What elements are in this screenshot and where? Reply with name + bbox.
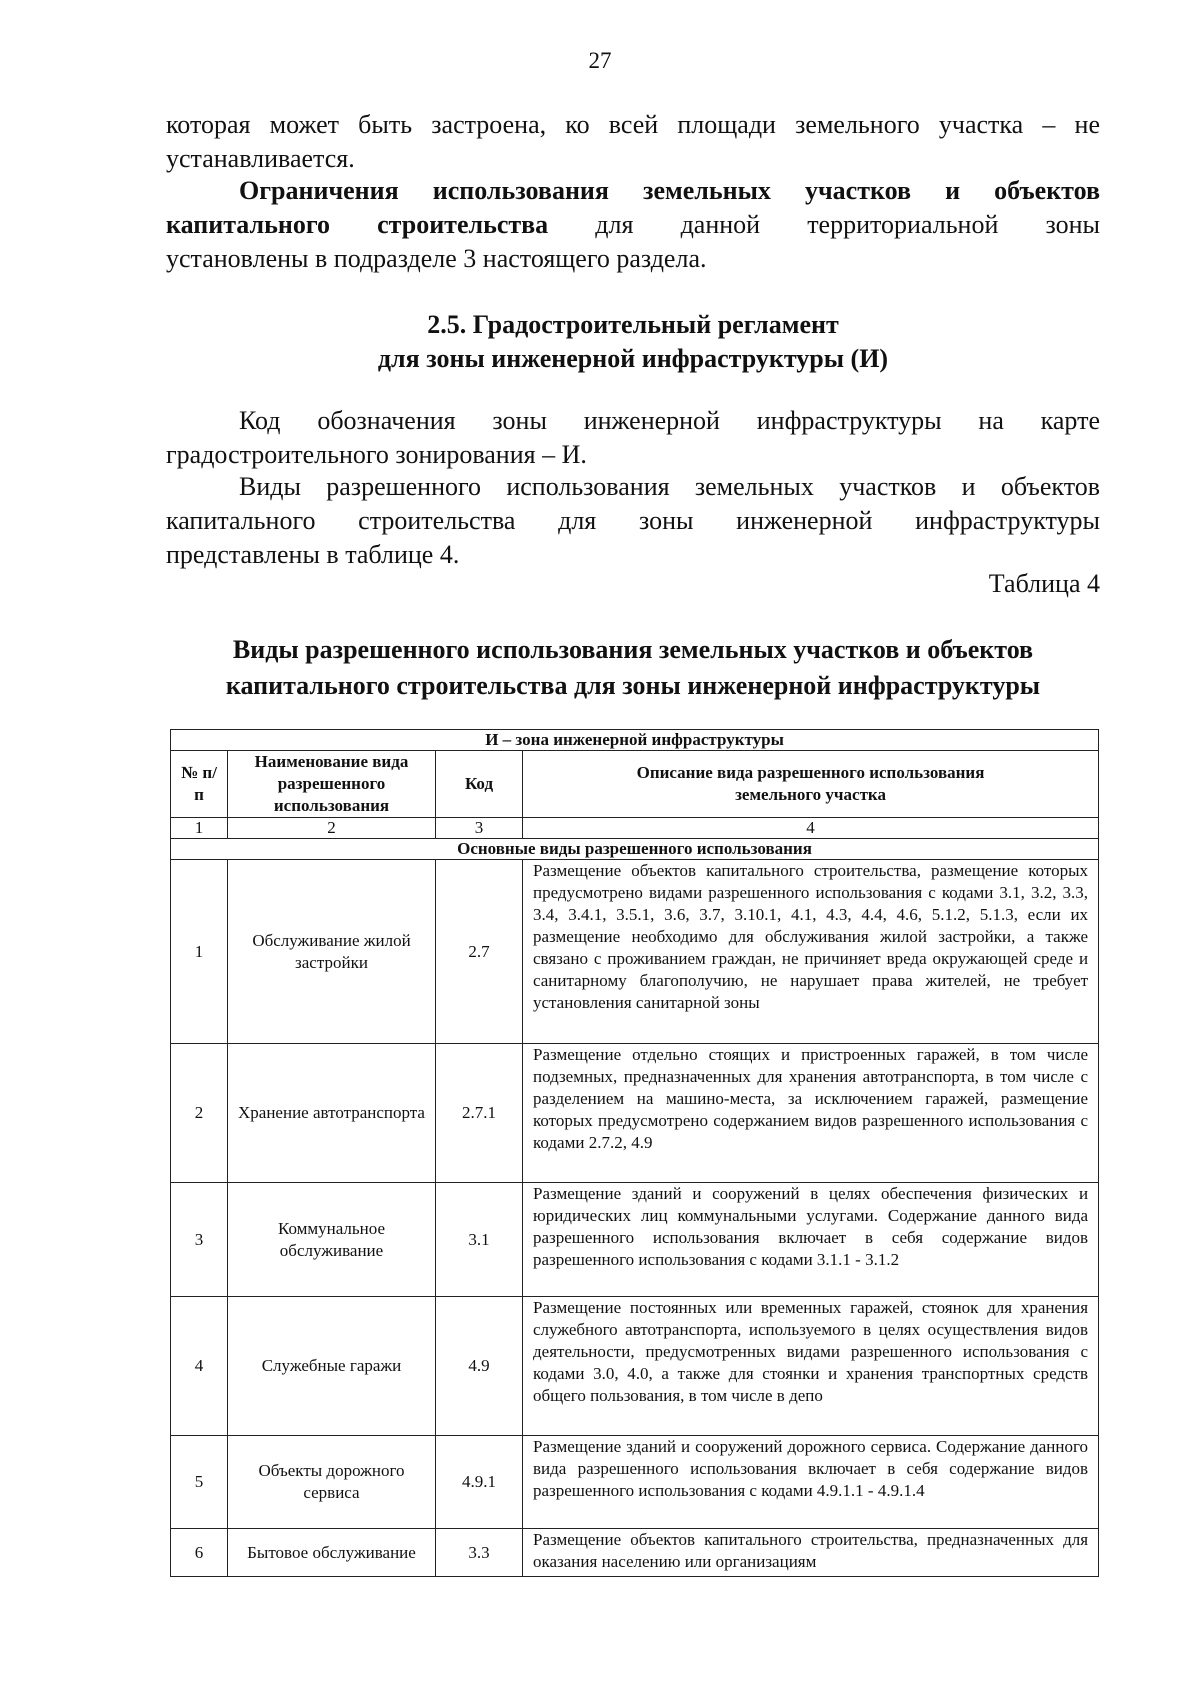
row-desc: Размещение объектов капитального строительства, размещение которых предусмотрено видами разрешенного использования с кодами 3.1, 3.2, 3.3, 3.4, 3.4.1, 3.5.1, 3.6, 3.7, 3.10.1, 4.1, 4.3, 4.4, 4.6, 5.1.2, 5.1.3, если их размещение необходимо для обслуживания жилой застройки, а также связано с проживанием граждан, не причиняет вреда окружающей среде и санитарному благополучию, не нарушает права жителей, не требует установления санитарной зоны	[523, 860, 1099, 1044]
column-number: 2	[228, 818, 436, 839]
zone-code-line: градостроительного зонирования – И.	[166, 440, 587, 469]
restrictions-bold-text: капитального строительства	[166, 210, 549, 239]
table-title-line: капитального строительства для зоны инженерной инфраструктуры	[225, 671, 1041, 700]
section-heading	[166, 308, 1100, 376]
table-title	[166, 632, 1100, 704]
header-code: Код	[436, 751, 523, 818]
table-row	[171, 1436, 1099, 1529]
row-desc: Размещение отдельно стоящих и пристроенных гаражей, в том числе подземных, предназначенных для хранения автотранспорта, в том числе с разделением на машино-места, за исключением гаражей, размещение которых предусмотрено содержанием видов разрешенного использования с кодами 2.7.2, 4.9	[523, 1044, 1099, 1183]
column-number: 3	[436, 818, 523, 839]
permitted-uses-paragraph	[166, 470, 1100, 572]
row-desc: Размещение зданий и сооружений в целях обеспечения физических и юридических лиц коммунальными услугами. Содержание данного вида разрешенного использования включает в себя содержание видов разрешенного использования с кодами 3.1.1 - 3.1.2	[523, 1183, 1099, 1297]
table-row	[171, 1297, 1099, 1436]
zone-header-row	[171, 730, 1099, 751]
continuation-line: устанавливается.	[166, 144, 355, 173]
permitted-uses-table	[170, 729, 1099, 1577]
row-code: 4.9	[436, 1297, 523, 1436]
zone-code-paragraph	[166, 404, 1100, 472]
table-row	[171, 1183, 1099, 1297]
header-desc: Описание вида разрешенного использования земельного участка	[523, 751, 1099, 818]
table-row	[171, 1529, 1099, 1577]
header-num: № п/п	[171, 751, 228, 818]
page-number: 27	[588, 48, 612, 73]
row-name: Коммунальное обслуживание	[228, 1183, 436, 1297]
restrictions-line: установлены в подразделе 3 настоящего раздела.	[166, 244, 707, 273]
section-header-row	[171, 839, 1099, 860]
row-num: 3	[171, 1183, 228, 1297]
continuation-line: которая может быть застроена, ко всей площади земельного участка – не	[166, 110, 1100, 139]
row-num: 4	[171, 1297, 228, 1436]
restrictions-line: Ограничения использования земельных участков и объектов	[239, 176, 1100, 205]
column-number-row	[171, 818, 1099, 839]
continuation-paragraph	[166, 108, 1100, 176]
row-num: 5	[171, 1436, 228, 1529]
header-name: Наименование вида разрешенного использования	[228, 751, 436, 818]
permitted-uses-line: Виды разрешенного использования земельных участков и объектов	[239, 472, 1100, 501]
row-name: Обслуживание жилой застройки	[228, 860, 436, 1044]
table-label: Таблица 4	[988, 569, 1100, 598]
section-header-cell: Основные виды разрешенного использования	[171, 839, 1099, 860]
permitted-uses-line: капитального строительства для зоны инженерной инфраструктуры	[166, 506, 1100, 535]
restrictions-text: для данной территориальной зоны	[548, 210, 1100, 239]
row-desc: Размещение постоянных или временных гаражей, стоянок для хранения служебного автотранспорта, используемого в целях осуществления видов деятельности, предусмотренных видами разрешенного использования с кодами 3.0, 4.0, а также для стоянки и хранения транспортных средств общего пользования, в том числе в депо	[523, 1297, 1099, 1436]
row-code: 3.1	[436, 1183, 523, 1297]
row-name: Бытовое обслуживание	[228, 1529, 436, 1577]
restrictions-paragraph	[166, 174, 1100, 276]
row-num: 2	[171, 1044, 228, 1183]
section-heading-line: для зоны инженерной инфраструктуры (И)	[377, 344, 889, 373]
permitted-uses-line: представлены в таблице 4.	[166, 540, 460, 569]
column-number: 4	[523, 818, 1099, 839]
restrictions-line	[166, 208, 1100, 242]
row-code: 4.9.1	[436, 1436, 523, 1529]
row-desc: Размещение зданий и сооружений дорожного сервиса. Содержание данного вида разрешенного использования включает в себя содержание видов разрешенного использования с кодами 4.9.1.1 - 4.9.1.4	[523, 1436, 1099, 1529]
row-desc: Размещение объектов капитального строительства, предназначенных для оказания населению или организациям	[523, 1529, 1099, 1577]
column-header-row	[171, 751, 1099, 818]
row-code: 3.3	[436, 1529, 523, 1577]
row-code: 2.7	[436, 860, 523, 1044]
table-row	[171, 860, 1099, 1044]
row-name: Объекты дорожного сервиса	[228, 1436, 436, 1529]
table-row	[171, 1044, 1099, 1183]
row-num: 6	[171, 1529, 228, 1577]
column-number: 1	[171, 818, 228, 839]
table-title-line: Виды разрешенного использования земельных участков и объектов	[232, 635, 1034, 664]
zone-code-line: Код обозначения зоны инженерной инфраструктуры на карте	[239, 406, 1100, 435]
row-num: 1	[171, 860, 228, 1044]
row-name: Хранение автотранспорта	[228, 1044, 436, 1183]
zone-header-cell: И – зона инженерной инфраструктуры	[171, 730, 1099, 751]
section-heading-line: 2.5. Градостроительный регламент	[427, 310, 839, 339]
row-name: Служебные гаражи	[228, 1297, 436, 1436]
row-code: 2.7.1	[436, 1044, 523, 1183]
